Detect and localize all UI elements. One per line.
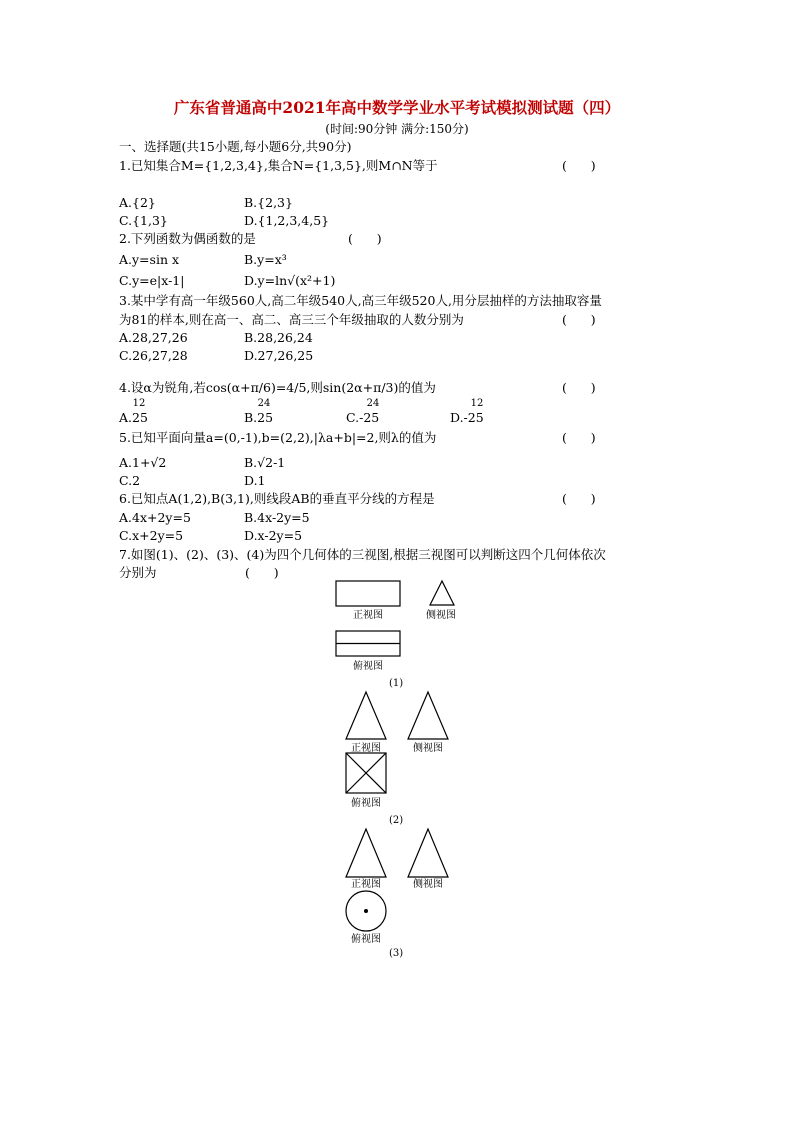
q3-option-c: C.26,27,28 — [119, 348, 188, 363]
q3-option-d: D.27,26,25 — [244, 348, 314, 363]
q2-stem: 2.下列函数为偶函数的是 — [119, 231, 256, 246]
q2-answer-blank: ( ) — [348, 231, 382, 246]
q6-option-c: C.x+2y=5 — [119, 528, 184, 543]
fig3-caption: (3) — [389, 948, 404, 959]
q4-option-a: A.25 — [119, 410, 148, 425]
q1-option-a: A.{2} — [119, 195, 156, 210]
q4-option-d: D.-25 — [450, 410, 484, 425]
q2-option-b: B.y=x³ — [244, 252, 287, 267]
q2-option-a: A.y=sin x — [119, 252, 180, 267]
q4-answer-blank: ( ) — [562, 380, 596, 395]
q4-option-a-numerator: 12 — [132, 398, 146, 409]
q1-option-d: D.{1,2,3,4,5} — [244, 213, 330, 228]
q3-stem-line2: 为81的样本,则在高一、高二、高三三个年级抽取的人数分别为 — [119, 312, 464, 327]
q4-option-d-numerator: 12 — [470, 398, 484, 409]
fig2-caption: (2) — [389, 815, 404, 826]
q3-stem-line1: 3.某中学有高一年级560人,高二年级540人,高三年级520人,用分层抽样的方法抽取容量 — [119, 293, 602, 308]
q3-option-b: B.28,26,24 — [244, 330, 313, 345]
fig1-side-triangle — [430, 581, 454, 605]
fig3-side-label: 侧视图 — [413, 879, 443, 890]
figure-3-shapes — [0, 0, 1, 1]
section-heading: 一、选择题(共15小题,每小题6分,共90分) — [119, 139, 352, 154]
q5-option-b: B.√2-1 — [244, 455, 286, 470]
q5-option-c: C.2 — [119, 473, 141, 488]
q2-option-c: C.y=e|x-1| — [119, 273, 185, 288]
q4-option-b-numerator: 24 — [257, 398, 271, 409]
q1-answer-blank: ( ) — [562, 158, 596, 173]
fig2-front-label: 正视图 — [351, 743, 381, 754]
q5-option-d: D.1 — [244, 473, 266, 488]
fig1-side-label: 侧视图 — [426, 610, 456, 621]
q6-option-b: B.4x-2y=5 — [244, 510, 310, 525]
fig1-top-label: 俯视图 — [353, 661, 383, 672]
q4-option-b: B.25 — [244, 410, 274, 425]
q5-stem: 5.已知平面向量a=(0,-1),b=(2,2),|λa+b|=2,则λ的值为 — [119, 430, 437, 445]
q1-stem: 1.已知集合M={1,2,3,4},集合N={1,3,5},则M∩N等于 — [119, 158, 438, 173]
q4-option-c: C.-25 — [346, 410, 380, 425]
fig2-top-label: 俯视图 — [351, 798, 381, 809]
q5-option-a: A.1+√2 — [119, 455, 167, 470]
fig2-front-triangle — [346, 692, 386, 739]
q7-answer-blank: ( ) — [245, 565, 279, 580]
fig1-front-rect — [336, 581, 400, 606]
q7-stem-line1: 7.如图(1)、(2)、(3)、(4)为四个几何体的三视图,根据三视图可以判断这四个几何体依次 — [119, 547, 606, 562]
page-title: 广东省普通高中2021年高中数学学业水平考试模拟测试题（四） — [173, 98, 621, 117]
q3-answer-blank: ( ) — [562, 312, 596, 327]
q1-option-b: B.{2,3} — [244, 195, 293, 210]
q6-stem: 6.已知点A(1,2),B(3,1),则线段AB的垂直平分线的方程是 — [119, 491, 435, 506]
q1-option-c: C.{1,3} — [119, 213, 168, 228]
q2-option-d: D.y=ln√(x²+1) — [244, 273, 336, 288]
q4-option-c-numerator: 24 — [366, 398, 380, 409]
fig3-top-label: 俯视图 — [351, 934, 381, 945]
q5-answer-blank: ( ) — [562, 430, 596, 445]
q6-option-d: D.x-2y=5 — [244, 528, 303, 543]
exam-info: (时间:90分钟 满分:150分) — [325, 122, 469, 136]
fig2-side-triangle — [408, 692, 448, 739]
fig3-front-triangle — [346, 829, 386, 877]
fig3-side-triangle — [408, 829, 448, 877]
fig3-front-label: 正视图 — [351, 879, 381, 890]
fig3-top-center-dot — [364, 909, 368, 913]
fig2-side-label: 侧视图 — [413, 743, 443, 754]
q4-stem: 4.设α为锐角,若cos(α+π/6)=4/5,则sin(2α+π/3)的值为 — [119, 380, 436, 395]
q7-stem-line2: 分别为 — [119, 565, 157, 580]
fig1-caption: (1) — [389, 678, 404, 689]
q6-answer-blank: ( ) — [562, 491, 596, 506]
q3-option-a: A.28,27,26 — [119, 330, 188, 345]
q6-option-a: A.4x+2y=5 — [119, 510, 191, 525]
fig1-front-label: 正视图 — [353, 610, 383, 621]
